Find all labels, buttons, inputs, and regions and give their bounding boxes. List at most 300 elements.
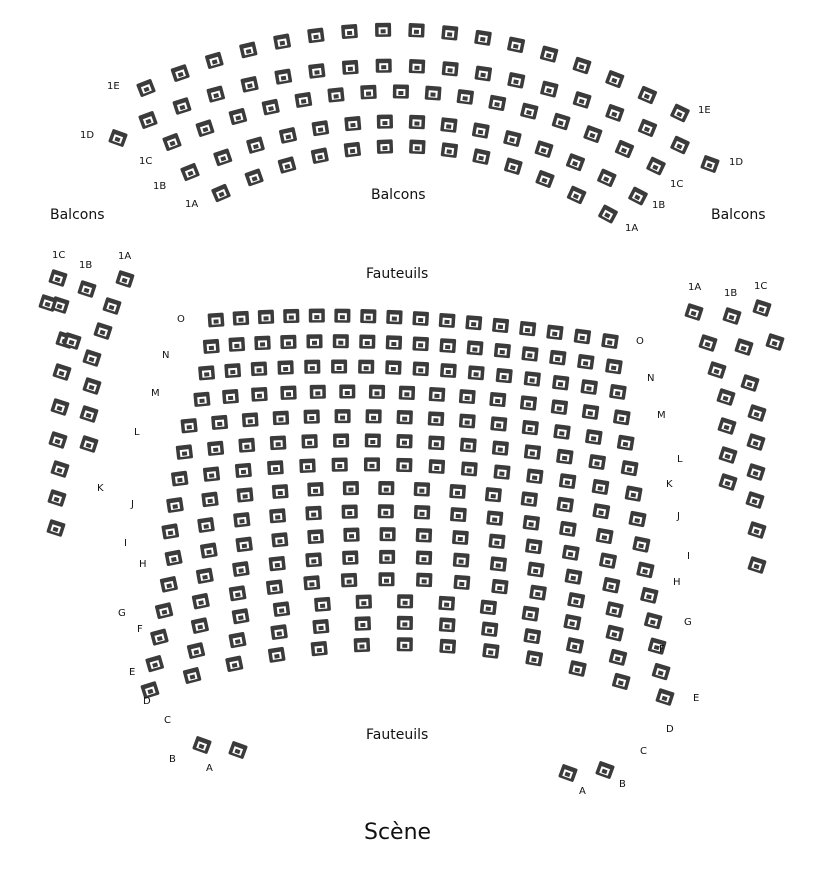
balcony-row-2-seat-1[interactable] xyxy=(138,111,158,130)
orchestra-row-i-seat-3[interactable] xyxy=(235,463,252,478)
orchestra-row-a-seat-13[interactable] xyxy=(655,688,675,706)
box-right-col-2-seat-6[interactable] xyxy=(746,463,766,481)
orchestra-a-left-seat-2[interactable] xyxy=(228,741,248,760)
orchestra-row-n-seat-1[interactable] xyxy=(203,339,220,354)
box-left-col-1-seat-7[interactable] xyxy=(50,460,70,478)
balcony-row-2-seat-12[interactable] xyxy=(507,72,525,89)
orchestra-row-i-seat-13[interactable] xyxy=(559,473,577,489)
orchestra-row-h-seat-8[interactable] xyxy=(414,482,431,497)
orchestra-row-l-seat-11[interactable] xyxy=(489,392,506,407)
orchestra-row-i-seat-1[interactable] xyxy=(171,471,189,487)
box-right-col-2-seat-2[interactable] xyxy=(734,338,754,356)
box-left-col-3-seat-2[interactable] xyxy=(102,297,122,315)
balcony-row-3-seat-8[interactable] xyxy=(393,84,409,98)
orchestra-row-g-seat-9[interactable] xyxy=(450,507,467,522)
orchestra-row-f-seat-7[interactable] xyxy=(380,527,396,541)
orchestra-row-n-seat-13[interactable] xyxy=(521,346,538,362)
orchestra-row-d-seat-1[interactable] xyxy=(155,602,174,619)
balcony-row-1-seat-4[interactable] xyxy=(239,41,258,58)
orchestra-row-l-seat-4[interactable] xyxy=(280,385,297,400)
balcony-row-2-seat-8[interactable] xyxy=(376,59,392,73)
box-left-col-2-seat-1[interactable] xyxy=(77,280,97,298)
orchestra-row-l-seat-9[interactable] xyxy=(429,387,446,402)
orchestra-row-l-seat-15[interactable] xyxy=(613,409,631,425)
orchestra-row-m-seat-12[interactable] xyxy=(496,368,513,383)
orchestra-row-f-seat-5[interactable] xyxy=(307,529,324,544)
orchestra-row-d-seat-8[interactable] xyxy=(416,573,433,588)
orchestra-row-e-seat-8[interactable] xyxy=(416,550,433,565)
balcony-row-1-seat-13[interactable] xyxy=(540,45,559,63)
orchestra-row-h-seat-1[interactable] xyxy=(166,497,184,513)
orchestra-row-k-seat-8[interactable] xyxy=(396,410,412,425)
orchestra-row-g-seat-5[interactable] xyxy=(305,506,322,521)
orchestra-row-o-seat-2[interactable] xyxy=(233,311,250,326)
orchestra-row-j-seat-15[interactable] xyxy=(621,460,639,476)
orchestra-row-c-seat-3[interactable] xyxy=(232,608,250,624)
orchestra-row-o-seat-12[interactable] xyxy=(492,318,509,333)
balcony-row-1-seat-15[interactable] xyxy=(605,70,625,89)
orchestra-row-m-seat-6[interactable] xyxy=(331,360,347,374)
orchestra-row-a-seat-7[interactable] xyxy=(397,637,413,651)
balcony-row-1-seat-17[interactable] xyxy=(670,103,691,123)
orchestra-row-c-seat-8[interactable] xyxy=(438,596,455,611)
orchestra-row-b-seat-6[interactable] xyxy=(355,616,372,631)
orchestra-row-f-seat-11[interactable] xyxy=(525,538,543,554)
orchestra-row-j-seat-11[interactable] xyxy=(492,440,509,455)
orchestra-row-c-seat-10[interactable] xyxy=(521,605,539,621)
box-right-col-2-seat-5[interactable] xyxy=(746,433,766,451)
balcony-row-5-seat-5[interactable] xyxy=(344,142,362,158)
balcony-row-4-seat-8[interactable] xyxy=(409,115,426,130)
balcony-left-1d-end-seat[interactable] xyxy=(108,129,128,148)
orchestra-row-o-seat-10[interactable] xyxy=(439,313,456,328)
orchestra-row-g-seat-8[interactable] xyxy=(414,505,431,520)
box-left-col-2-seat-4[interactable] xyxy=(82,377,102,395)
balcony-row-5-seat-6[interactable] xyxy=(377,139,394,154)
orchestra-row-o-seat-5[interactable] xyxy=(309,309,325,323)
balcony-row-1-seat-5[interactable] xyxy=(273,33,291,50)
orchestra-row-d-seat-2[interactable] xyxy=(192,593,210,610)
orchestra-row-c-seat-12[interactable] xyxy=(605,624,624,641)
orchestra-row-k-seat-15[interactable] xyxy=(617,435,635,451)
balcony-row-3-seat-5[interactable] xyxy=(294,92,312,108)
balcony-row-5-seat-10[interactable] xyxy=(504,157,523,175)
orchestra-row-k-seat-14[interactable] xyxy=(585,429,603,445)
orchestra-row-f-seat-14[interactable] xyxy=(636,561,655,578)
orchestra-row-b-seat-1[interactable] xyxy=(145,655,164,673)
orchestra-row-i-seat-5[interactable] xyxy=(299,458,316,473)
orchestra-row-i-seat-14[interactable] xyxy=(591,479,609,495)
balcony-row-1-seat-14[interactable] xyxy=(572,56,592,74)
orchestra-row-a-seat-11[interactable] xyxy=(568,660,587,677)
orchestra-row-e-seat-3[interactable] xyxy=(232,561,250,577)
orchestra-row-h-seat-9[interactable] xyxy=(449,484,466,499)
box-left-col-3-seat-1[interactable] xyxy=(115,270,135,288)
orchestra-row-a-seat-12[interactable] xyxy=(612,673,631,691)
orchestra-row-o-seat-3[interactable] xyxy=(258,310,275,325)
orchestra-row-n-seat-4[interactable] xyxy=(280,335,296,349)
balcony-row-2-seat-7[interactable] xyxy=(342,60,359,75)
orchestra-row-n-seat-6[interactable] xyxy=(333,334,349,348)
orchestra-row-d-seat-14[interactable] xyxy=(644,612,663,630)
balcony-row-3-seat-7[interactable] xyxy=(360,85,377,100)
box-right-col-3-seat-1[interactable] xyxy=(752,299,772,317)
orchestra-row-a-seat-4[interactable] xyxy=(268,647,286,663)
balcony-right-1d-end-seat[interactable] xyxy=(700,155,720,174)
orchestra-row-e-seat-11[interactable] xyxy=(527,561,545,577)
orchestra-row-o-seat-15[interactable] xyxy=(574,328,592,344)
orchestra-row-d-seat-4[interactable] xyxy=(266,579,284,595)
orchestra-row-e-seat-5[interactable] xyxy=(305,552,322,567)
orchestra-row-m-seat-4[interactable] xyxy=(277,360,293,375)
orchestra-row-i-seat-12[interactable] xyxy=(526,468,544,484)
balcony-row-5-seat-7[interactable] xyxy=(409,139,426,154)
balcony-row-3-seat-6[interactable] xyxy=(327,87,344,103)
orchestra-row-n-seat-8[interactable] xyxy=(386,335,402,350)
orchestra-row-h-seat-3[interactable] xyxy=(236,487,253,502)
balcony-row-3-seat-11[interactable] xyxy=(488,95,506,112)
orchestra-row-g-seat-3[interactable] xyxy=(233,512,250,528)
balcony-row-5-seat-11[interactable] xyxy=(535,170,555,189)
orchestra-row-l-seat-13[interactable] xyxy=(551,399,569,415)
orchestra-row-d-seat-9[interactable] xyxy=(453,575,470,590)
balcony-row-5-seat-9[interactable] xyxy=(472,148,491,165)
box-right-col-1-seat-5[interactable] xyxy=(717,417,737,435)
box-right-col-1-seat-2[interactable] xyxy=(698,334,718,352)
balcony-row-2-seat-10[interactable] xyxy=(442,61,459,76)
orchestra-row-e-seat-9[interactable] xyxy=(453,553,470,568)
orchestra-row-g-seat-2[interactable] xyxy=(197,517,215,533)
orchestra-row-i-seat-7[interactable] xyxy=(364,457,380,471)
balcony-row-4-seat-15[interactable] xyxy=(628,186,649,206)
orchestra-row-b-seat-13[interactable] xyxy=(651,663,670,681)
box-left-col-2-seat-6[interactable] xyxy=(79,435,99,453)
orchestra-row-o-seat-4[interactable] xyxy=(283,309,299,323)
orchestra-row-b-seat-12[interactable] xyxy=(609,649,628,667)
orchestra-row-f-seat-8[interactable] xyxy=(416,528,433,543)
orchestra-row-e-seat-2[interactable] xyxy=(196,567,214,584)
orchestra-row-j-seat-6[interactable] xyxy=(333,433,349,447)
balcony-row-1-seat-11[interactable] xyxy=(474,30,492,46)
orchestra-row-j-seat-12[interactable] xyxy=(524,444,541,460)
orchestra-row-b-seat-10[interactable] xyxy=(523,628,541,644)
balcony-row-1-seat-6[interactable] xyxy=(307,27,325,43)
orchestra-row-l-seat-5[interactable] xyxy=(310,385,326,399)
box-right-col-2-seat-7[interactable] xyxy=(745,491,765,509)
orchestra-row-a-seat-2[interactable] xyxy=(183,667,202,685)
orchestra-row-n-seat-15[interactable] xyxy=(577,354,595,370)
orchestra-row-m-seat-10[interactable] xyxy=(440,363,457,378)
box-right-col-3-seat-2[interactable] xyxy=(765,333,785,351)
box-right-col-1-seat-6[interactable] xyxy=(718,446,738,464)
orchestra-row-j-seat-5[interactable] xyxy=(301,434,317,448)
balcony-row-4-seat-14[interactable] xyxy=(597,168,617,187)
orchestra-row-b-seat-8[interactable] xyxy=(439,617,456,632)
balcony-row-1-seat-2[interactable] xyxy=(170,64,190,82)
orchestra-row-g-seat-6[interactable] xyxy=(342,504,358,518)
orchestra-row-d-seat-7[interactable] xyxy=(378,572,394,586)
orchestra-row-h-seat-12[interactable] xyxy=(556,497,574,513)
orchestra-row-f-seat-9[interactable] xyxy=(452,530,469,545)
orchestra-row-f-seat-4[interactable] xyxy=(271,532,288,547)
orchestra-row-j-seat-9[interactable] xyxy=(428,435,445,450)
orchestra-row-k-seat-6[interactable] xyxy=(335,409,351,423)
orchestra-row-e-seat-13[interactable] xyxy=(602,577,621,594)
box-right-col-2-seat-4[interactable] xyxy=(747,404,767,422)
orchestra-row-n-seat-9[interactable] xyxy=(412,336,429,351)
balcony-row-4-seat-1[interactable] xyxy=(180,163,200,182)
balcony-row-1-seat-1[interactable] xyxy=(136,79,156,98)
orchestra-row-m-seat-9[interactable] xyxy=(412,361,429,376)
box-left-col-1-seat-6[interactable] xyxy=(48,431,68,449)
orchestra-row-h-seat-11[interactable] xyxy=(521,491,539,507)
box-right-col-1-seat-1[interactable] xyxy=(684,303,704,321)
orchestra-row-b-seat-11[interactable] xyxy=(566,637,585,654)
balcony-row-3-seat-4[interactable] xyxy=(261,99,280,116)
orchestra-row-g-seat-13[interactable] xyxy=(595,528,613,545)
orchestra-row-d-seat-12[interactable] xyxy=(567,592,585,609)
balcony-row-4-seat-4[interactable] xyxy=(279,127,298,144)
orchestra-row-n-seat-12[interactable] xyxy=(494,343,511,358)
orchestra-row-j-seat-4[interactable] xyxy=(270,435,287,450)
orchestra-row-b-seat-3[interactable] xyxy=(228,632,246,649)
orchestra-row-l-seat-2[interactable] xyxy=(222,389,239,404)
balcony-row-3-seat-9[interactable] xyxy=(425,86,442,101)
orchestra-row-n-seat-11[interactable] xyxy=(466,340,483,355)
orchestra-row-i-seat-10[interactable] xyxy=(461,461,478,476)
orchestra-row-c-seat-4[interactable] xyxy=(273,601,291,617)
orchestra-row-k-seat-4[interactable] xyxy=(273,411,290,426)
orchestra-row-e-seat-12[interactable] xyxy=(564,568,582,585)
orchestra-row-k-seat-7[interactable] xyxy=(366,409,382,423)
box-right-col-2-seat-8[interactable] xyxy=(747,521,767,539)
balcony-row-3-seat-3[interactable] xyxy=(228,108,247,126)
balcony-row-4-seat-11[interactable] xyxy=(503,130,522,147)
orchestra-row-e-seat-14[interactable] xyxy=(640,587,659,604)
balcony-row-5-seat-1[interactable] xyxy=(211,183,231,202)
orchestra-row-k-seat-13[interactable] xyxy=(553,424,571,440)
orchestra-row-j-seat-10[interactable] xyxy=(460,438,477,453)
orchestra-row-i-seat-15[interactable] xyxy=(624,485,642,502)
balcony-row-4-seat-13[interactable] xyxy=(566,153,586,172)
orchestra-row-l-seat-10[interactable] xyxy=(459,389,476,404)
orchestra-row-b-seat-9[interactable] xyxy=(481,621,498,637)
orchestra-row-e-seat-6[interactable] xyxy=(342,550,358,565)
orchestra-row-o-seat-14[interactable] xyxy=(546,324,564,340)
orchestra-row-o-seat-6[interactable] xyxy=(334,309,350,323)
orchestra-row-h-seat-14[interactable] xyxy=(628,511,646,528)
orchestra-row-n-seat-10[interactable] xyxy=(439,338,456,353)
balcony-row-2-seat-9[interactable] xyxy=(409,59,426,74)
balcony-row-2-seat-4[interactable] xyxy=(240,76,259,93)
orchestra-row-m-seat-8[interactable] xyxy=(385,360,401,374)
orchestra-row-l-seat-14[interactable] xyxy=(582,404,600,420)
orchestra-row-d-seat-11[interactable] xyxy=(529,584,547,600)
balcony-row-4-seat-7[interactable] xyxy=(377,114,393,128)
box-left-col-1-seat-9[interactable] xyxy=(46,519,66,537)
balcony-row-5-seat-12[interactable] xyxy=(566,185,586,204)
balcony-row-4-seat-12[interactable] xyxy=(534,140,553,158)
orchestra-row-a-seat-10[interactable] xyxy=(525,650,543,666)
orchestra-a-left-seat[interactable] xyxy=(192,736,212,755)
orchestra-row-i-seat-11[interactable] xyxy=(493,464,510,479)
orchestra-row-b-seat-4[interactable] xyxy=(270,624,288,640)
box-right-col-2-seat-1[interactable] xyxy=(722,307,742,325)
balcony-row-2-seat-11[interactable] xyxy=(474,65,492,81)
orchestra-row-c-seat-6[interactable] xyxy=(356,594,372,608)
orchestra-row-i-seat-4[interactable] xyxy=(267,460,284,475)
orchestra-row-i-seat-8[interactable] xyxy=(396,458,412,472)
balcony-row-5-seat-13[interactable] xyxy=(598,204,619,224)
orchestra-row-n-seat-3[interactable] xyxy=(254,336,271,351)
orchestra-row-n-seat-14[interactable] xyxy=(549,350,567,366)
orchestra-row-k-seat-10[interactable] xyxy=(459,413,476,428)
orchestra-row-i-seat-2[interactable] xyxy=(203,466,220,482)
orchestra-row-a-seat-3[interactable] xyxy=(225,655,244,672)
orchestra-row-h-seat-6[interactable] xyxy=(343,481,359,495)
orchestra-row-o-seat-8[interactable] xyxy=(386,310,403,325)
orchestra-row-a-seat-6[interactable] xyxy=(354,638,371,653)
balcony-row-2-seat-17[interactable] xyxy=(670,135,690,154)
balcony-row-3-seat-10[interactable] xyxy=(456,89,474,105)
box-left-col-3-seat-3[interactable] xyxy=(93,322,113,340)
orchestra-row-f-seat-2[interactable] xyxy=(200,542,218,558)
orchestra-row-k-seat-5[interactable] xyxy=(304,409,320,423)
orchestra-row-f-seat-13[interactable] xyxy=(599,552,617,569)
orchestra-row-k-seat-1[interactable] xyxy=(180,418,197,434)
orchestra-row-c-seat-9[interactable] xyxy=(480,599,497,615)
orchestra-row-m-seat-2[interactable] xyxy=(224,363,241,378)
orchestra-row-a-seat-9[interactable] xyxy=(482,643,500,659)
orchestra-row-b-seat-2[interactable] xyxy=(187,642,206,659)
orchestra-row-d-seat-5[interactable] xyxy=(303,575,320,590)
orchestra-row-k-seat-11[interactable] xyxy=(490,416,507,431)
box-left-col-1-seat-5[interactable] xyxy=(50,398,70,416)
orchestra-row-l-seat-7[interactable] xyxy=(369,385,385,399)
orchestra-row-d-seat-13[interactable] xyxy=(605,601,624,618)
orchestra-row-o-seat-11[interactable] xyxy=(465,315,482,330)
orchestra-row-g-seat-10[interactable] xyxy=(486,510,503,525)
orchestra-a-right-seat[interactable] xyxy=(558,764,578,783)
orchestra-row-b-seat-5[interactable] xyxy=(312,619,329,634)
orchestra-row-l-seat-6[interactable] xyxy=(339,385,355,399)
orchestra-row-f-seat-6[interactable] xyxy=(343,527,359,541)
orchestra-row-m-seat-11[interactable] xyxy=(468,365,485,380)
orchestra-row-m-seat-15[interactable] xyxy=(580,379,598,395)
balcony-row-4-seat-2[interactable] xyxy=(213,148,233,166)
balcony-row-5-seat-2[interactable] xyxy=(244,168,264,187)
orchestra-row-h-seat-7[interactable] xyxy=(378,481,394,495)
orchestra-row-f-seat-3[interactable] xyxy=(235,536,253,552)
balcony-row-2-seat-15[interactable] xyxy=(605,104,625,123)
orchestra-row-n-seat-5[interactable] xyxy=(306,334,322,348)
orchestra-row-g-seat-1[interactable] xyxy=(161,523,179,539)
balcony-row-3-seat-1[interactable] xyxy=(162,133,182,152)
orchestra-row-a-seat-8[interactable] xyxy=(439,639,456,654)
orchestra-row-d-seat-6[interactable] xyxy=(341,573,358,588)
orchestra-row-c-seat-2[interactable] xyxy=(191,617,210,634)
orchestra-row-j-seat-2[interactable] xyxy=(207,441,224,456)
balcony-row-4-seat-3[interactable] xyxy=(246,136,265,154)
orchestra-row-e-seat-4[interactable] xyxy=(269,556,286,572)
balcony-row-3-seat-15[interactable] xyxy=(614,139,634,158)
balcony-row-2-seat-2[interactable] xyxy=(172,97,191,115)
orchestra-row-e-seat-1[interactable] xyxy=(160,576,179,593)
box-left-col-1-seat-4[interactable] xyxy=(52,363,72,381)
balcony-row-5-seat-4[interactable] xyxy=(311,147,329,164)
orchestra-row-o-seat-9[interactable] xyxy=(412,311,429,326)
orchestra-row-e-seat-7[interactable] xyxy=(379,550,395,564)
orchestra-row-i-seat-9[interactable] xyxy=(428,459,445,474)
orchestra-row-b-seat-7[interactable] xyxy=(397,616,413,630)
balcony-row-5-seat-8[interactable] xyxy=(441,142,459,158)
balcony-row-3-seat-2[interactable] xyxy=(195,119,215,137)
orchestra-row-j-seat-14[interactable] xyxy=(588,454,606,470)
balcony-row-1-seat-9[interactable] xyxy=(408,23,425,38)
balcony-row-2-seat-3[interactable] xyxy=(206,85,225,103)
orchestra-row-n-seat-2[interactable] xyxy=(228,337,245,352)
balcony-row-2-seat-13[interactable] xyxy=(540,80,559,97)
balcony-row-4-seat-9[interactable] xyxy=(440,117,457,133)
orchestra-row-d-seat-3[interactable] xyxy=(229,585,247,601)
orchestra-row-k-seat-2[interactable] xyxy=(211,415,228,430)
orchestra-row-c-seat-1[interactable] xyxy=(150,628,169,646)
orchestra-row-o-seat-13[interactable] xyxy=(519,321,536,337)
orchestra-row-a-seat-5[interactable] xyxy=(311,641,328,656)
box-left-col-1-seat-1[interactable] xyxy=(48,269,68,287)
orchestra-row-g-seat-7[interactable] xyxy=(378,504,394,518)
orchestra-row-o-seat-16[interactable] xyxy=(601,333,619,349)
box-right-col-1-seat-4[interactable] xyxy=(716,388,736,406)
balcony-row-3-seat-16[interactable] xyxy=(646,156,666,176)
orchestra-row-o-seat-1[interactable] xyxy=(208,312,225,327)
balcony-row-1-seat-12[interactable] xyxy=(507,36,526,53)
box-right-col-2-seat-3[interactable] xyxy=(740,374,760,392)
orchestra-row-c-seat-5[interactable] xyxy=(314,597,331,612)
orchestra-row-g-seat-14[interactable] xyxy=(632,536,651,553)
orchestra-b-right-seat[interactable] xyxy=(595,761,615,780)
orchestra-row-m-seat-13[interactable] xyxy=(524,371,541,387)
orchestra-row-k-seat-12[interactable] xyxy=(522,420,539,436)
orchestra-row-j-seat-7[interactable] xyxy=(365,433,381,447)
orchestra-row-m-seat-7[interactable] xyxy=(358,360,374,374)
balcony-row-4-seat-5[interactable] xyxy=(311,120,329,136)
orchestra-row-c-seat-11[interactable] xyxy=(563,614,581,631)
orchestra-row-j-seat-1[interactable] xyxy=(176,444,194,460)
balcony-row-4-seat-6[interactable] xyxy=(344,116,361,131)
balcony-row-2-seat-14[interactable] xyxy=(572,91,591,109)
orchestra-row-d-seat-10[interactable] xyxy=(491,579,508,595)
balcony-row-1-seat-16[interactable] xyxy=(637,85,657,104)
box-right-col-2-seat-9[interactable] xyxy=(747,556,767,574)
orchestra-row-n-seat-7[interactable] xyxy=(359,334,375,348)
orchestra-row-n-seat-16[interactable] xyxy=(605,358,623,374)
orchestra-row-e-seat-10[interactable] xyxy=(490,556,507,572)
balcony-row-1-seat-8[interactable] xyxy=(375,23,391,37)
orchestra-row-l-seat-12[interactable] xyxy=(520,395,537,411)
orchestra-row-i-seat-6[interactable] xyxy=(332,457,348,471)
balcony-row-3-seat-12[interactable] xyxy=(520,102,539,119)
orchestra-row-h-seat-5[interactable] xyxy=(307,482,324,497)
box-right-col-1-seat-7[interactable] xyxy=(718,473,738,491)
orchestra-row-g-seat-12[interactable] xyxy=(559,521,577,537)
orchestra-row-m-seat-3[interactable] xyxy=(251,361,268,376)
balcony-row-3-seat-14[interactable] xyxy=(583,125,603,144)
orchestra-row-m-seat-14[interactable] xyxy=(552,375,570,391)
orchestra-row-h-seat-4[interactable] xyxy=(272,484,289,499)
orchestra-row-l-seat-1[interactable] xyxy=(193,392,210,407)
balcony-row-3-seat-13[interactable] xyxy=(551,112,570,130)
